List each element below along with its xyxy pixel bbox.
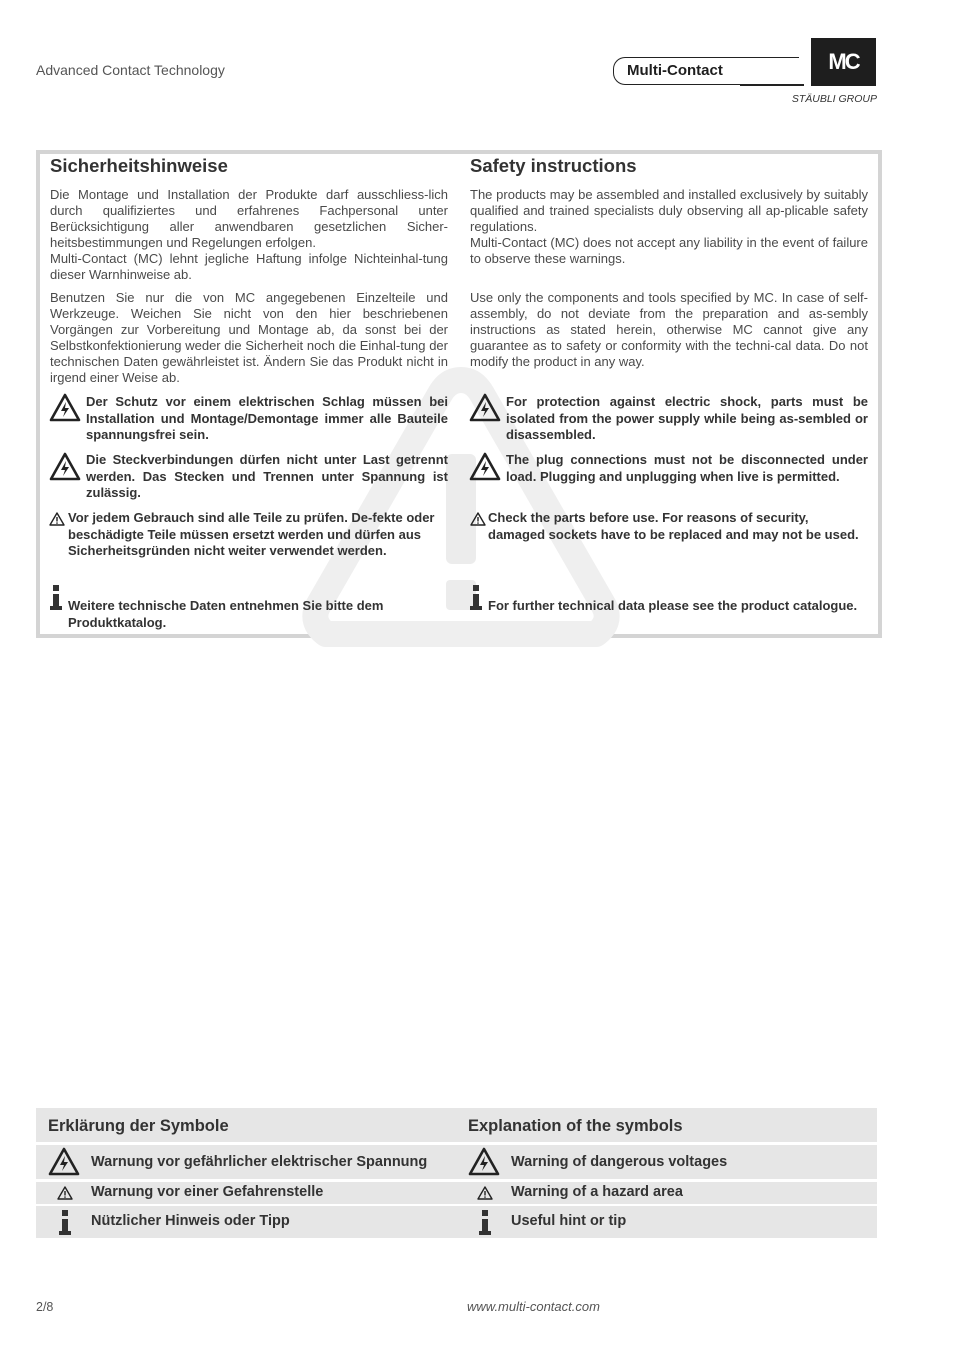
hazard-warning-icon [470, 512, 486, 526]
safety-en-para2: Use only the components and tools specified by MC. In case of self-assembly, do not deviate from the preparation and as-sembly instructions as stated herein, otherwise MC cannot give any guarantee as to safety or conformity with the techni-cal data. Do not modify the product in any way. [470, 290, 868, 369]
legend-de-label: Nützlicher Hinweis oder Tipp [91, 1213, 290, 1229]
safety-de-warn1: Der Schutz vor einem elektrischen Schlag müssen bei Installation und Montage/Demontage immer alle Bauteile spannungsfrei sein. [86, 394, 448, 442]
safety-en-column [470, 155, 868, 267]
safety-de-para1: Die Montage und Installation der Produkte darf ausschliess-lich durch qualifiziertes und erfahrenes Fachpersonal unter Berücksichtigung aller anwendbaren gesetzlichen Sicher-heitsbestimmungen und Regelungen erfolgen. [50, 187, 448, 250]
safety-de-warn3: Vor jedem Gebrauch sind alle Teile zu prüfen. De-fekte oder beschädigte Teile müssen ersetzt werden und dürfen aus Sicherheitsgründen nicht weiter verwendet werden. [68, 510, 435, 558]
info-icon [50, 584, 62, 612]
page-number: 2/8 [36, 1300, 54, 1314]
brand-name: Multi-Contact [627, 62, 723, 79]
voltage-warning-icon [49, 452, 81, 482]
legend-de-label: Warnung vor gefährlicher elektrischer Spannung [91, 1154, 428, 1170]
info-icon [470, 584, 482, 612]
legend-en-label: Useful hint or tip [511, 1213, 627, 1229]
website-link[interactable]: www.multi-contact.com [467, 1299, 600, 1314]
legend-de-heading: Erklärung der Symbole [48, 1117, 229, 1135]
hazard-warning-icon [57, 1186, 73, 1200]
safety-en-warn2: The plug connections must not be disconnected under load. Plugging and unplugging when live is permitted. [506, 452, 868, 484]
safety-en-warn3: Check the parts before use. For reasons of security, damaged sockets have to be replaced and may not be used. [488, 510, 859, 542]
brand-underline [740, 84, 804, 86]
info-icon [59, 1209, 71, 1237]
safety-en-info: For further technical data please see the product catalogue. [488, 598, 858, 613]
safety-en-warn1: For protection against electric shock, parts must be isolated from the power supply while being as-sembled or disassembled. [506, 394, 868, 442]
safety-en-heading: Safety instructions [470, 155, 637, 176]
voltage-warning-icon [468, 1147, 500, 1177]
safety-de-para2: Benutzen Sie nur die von MC angegebenen Einzelteile und Werkzeuge. Weichen Sie nicht von den hier beschriebenen Vorgängen zur Vorbereitung und Montage ab, da sonst bei der Selbstkonfektionierung weder die Sicherheit noch die Einhal-tung der technischen Daten gewährleistet ist. Ändern Sie das Produkt nicht in irgend einer Weise ab. [50, 290, 448, 385]
safety-de-para1b: Multi-Contact (MC) lehnt jegliche Haftung infolge Nichteinhal-tung dieser Warnhinweise ab. [50, 251, 448, 282]
voltage-warning-icon [49, 393, 81, 423]
safety-de-heading: Sicherheitshinweise [50, 155, 228, 176]
safety-en-para1b: Multi-Contact (MC) does not accept any liability in the event of failure to observe these warnings. [470, 235, 868, 266]
legend-en-heading: Explanation of the symbols [468, 1117, 683, 1135]
company-tagline: Advanced Contact Technology [36, 62, 225, 78]
voltage-warning-icon [48, 1147, 80, 1177]
mc-logo [811, 38, 876, 86]
safety-de-info: Weitere technische Daten entnehmen Sie bitte dem Produktkatalog. [68, 598, 384, 630]
safety-de-warn2: Die Steckverbindungen dürfen nicht unter Last getrennt werden. Das Stecken und Trennen unter Spannung ist zulässig. [86, 452, 448, 500]
info-icon [479, 1209, 491, 1237]
voltage-warning-icon [469, 452, 501, 482]
legend-de-label: Warnung vor einer Gefahrenstelle [91, 1184, 324, 1200]
voltage-warning-icon [469, 393, 501, 423]
legend-en-label: Warning of dangerous voltages [511, 1154, 728, 1170]
group-label: STÄUBLI GROUP [791, 93, 877, 105]
safety-de-column [50, 155, 448, 283]
hazard-warning-icon [477, 1186, 493, 1200]
logo-text: MC [828, 49, 859, 74]
hazard-warning-icon [49, 512, 65, 526]
safety-en-para1: The products may be assembled and installed exclusively by suitably qualified and trained specialists duly observing all ap-plicable safety regulations. [470, 187, 868, 234]
legend-en-label: Warning of a hazard area [511, 1184, 683, 1200]
